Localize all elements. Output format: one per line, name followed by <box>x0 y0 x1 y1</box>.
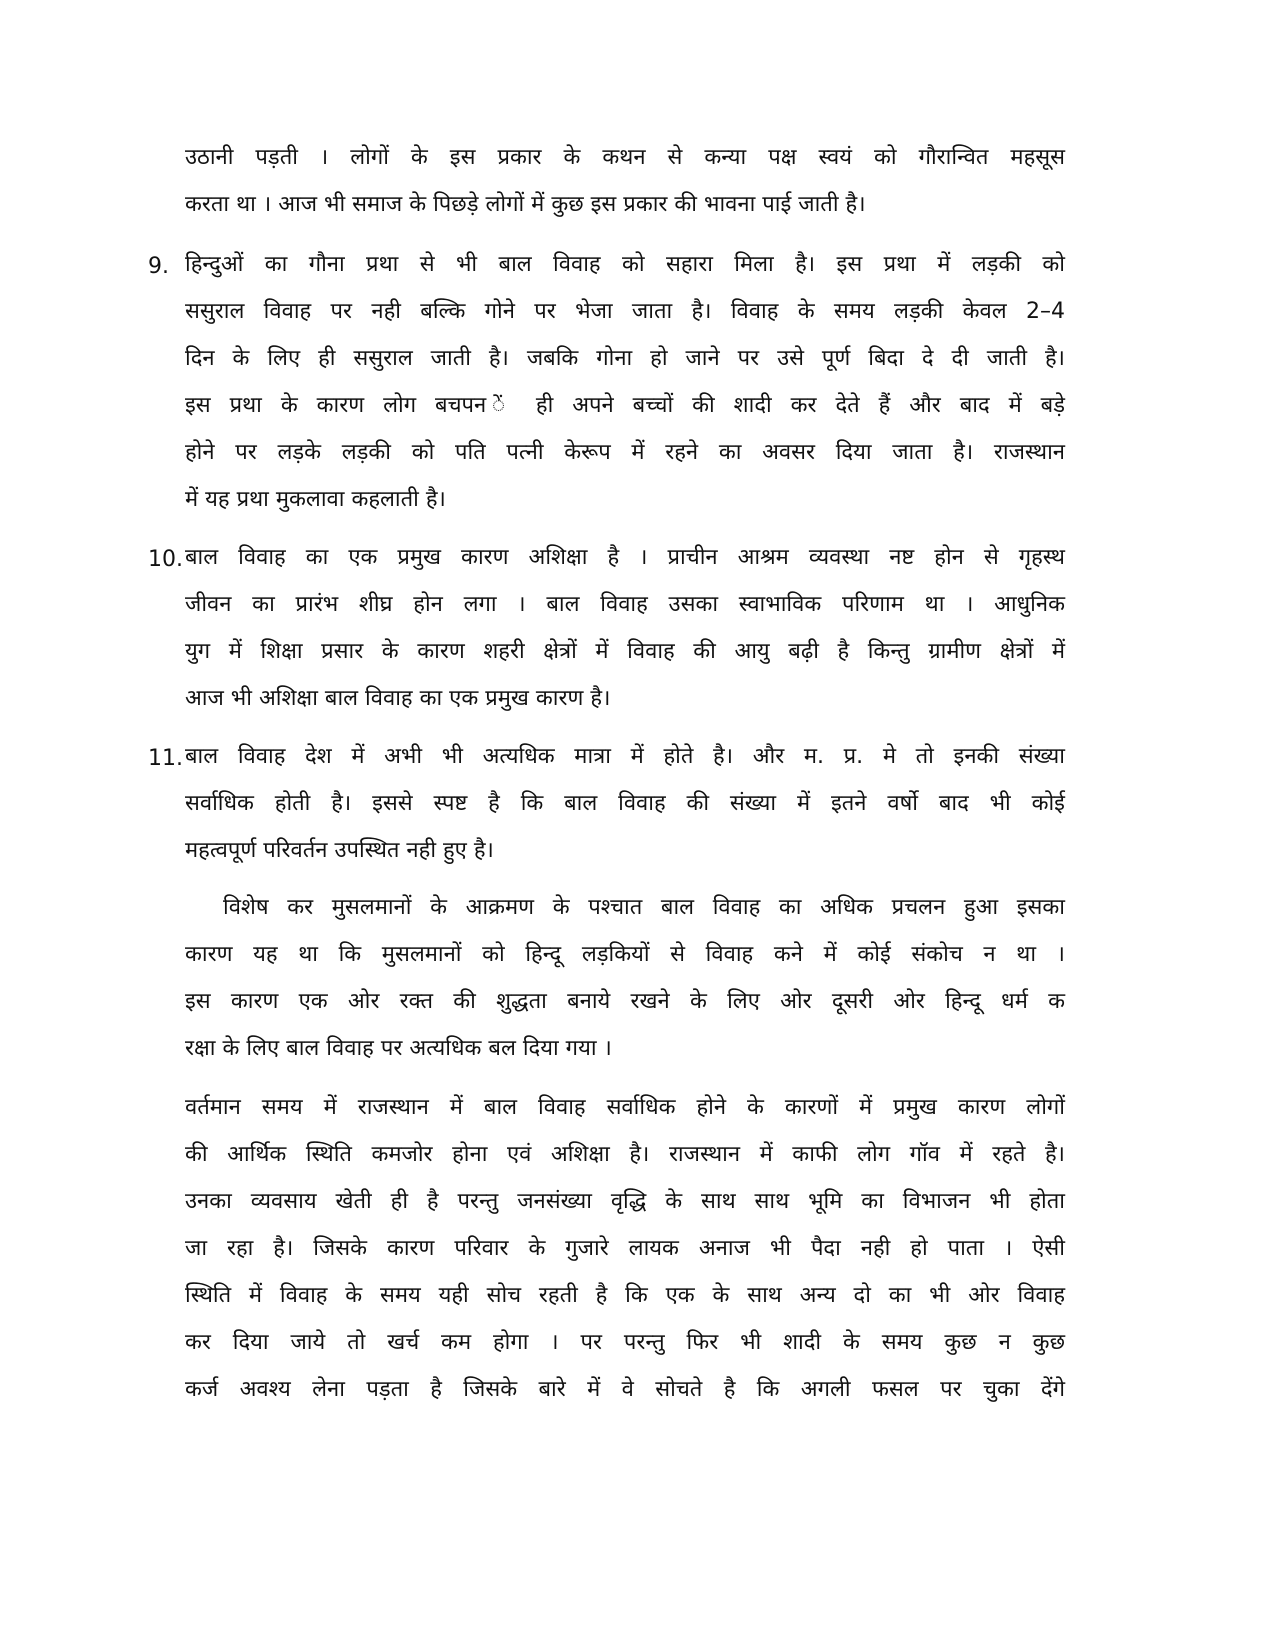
text-line: कर्ज अवश्य लेना पड़ता है जिसके बारे में वे सोचते है कि अगली फसल पर चुका देंगे <box>185 1377 1065 1402</box>
text-line: की आर्थिक स्थिति कमजोर होना एवं अशिक्षा है। राजस्थान में काफी लोग गॉव में रहते है। <box>185 1142 1065 1167</box>
text-line: कारण यह था कि मुसलमानों को हिन्दू लड़कियों से विवाह कने में कोई संकोच न था । <box>185 942 1065 967</box>
text-line: इस कारण एक ओर रक्त की शुद्धता बनाये रखने के लिए ओर दूसरी ओर हिन्दू धर्म क <box>185 989 1065 1014</box>
text-line: विशेष कर मुसलमानों के आक्रमण के पश्चात बाल विवाह का अधिक प्रचलन हुआ इसका <box>223 895 1065 920</box>
text-line: करता था । आज भी समाज के पिछड़े लोगों में कुछ इस प्रकार की भावना पाई जाती है। <box>185 192 866 217</box>
text-line: होने पर लड़के लड़की को पति पत्नी केरूप में रहने का अवसर दिया जाता है। राजस्थान <box>185 440 1065 465</box>
text-line: युग में शिक्षा प्रसार के कारण शहरी क्षेत्रों में विवाह की आयु बढ़ी है किन्तु ग्रामीण क्षेत्रों में <box>185 639 1065 664</box>
text-line: बाल विवाह का एक प्रमुख कारण अशिक्षा है । प्राचीन आश्रम व्यवस्था नष्ट होन से गृहस्थ <box>185 545 1065 570</box>
text-line: कर दिया जाये तो खर्च कम होगा । पर परन्तु फिर भी शादी के समय कुछ न कुछ <box>185 1330 1065 1355</box>
text-line: हिन्दुओं का गौना प्रथा से भी बाल विवाह को सहारा मिला है। इस प्रथा में लड़की को <box>185 252 1065 277</box>
text-line: उठानी पड़ती । लोगों के इस प्रकार के कथन से कन्या पक्ष स्वयं को गौरान्वित महसूस <box>185 145 1065 170</box>
text-line: बाल विवाह देश में अभी भी अत्यधिक मात्रा में होते है। और म. प्र. मे तो इनकी संख्या <box>185 744 1065 769</box>
text-line: इस प्रथा के कारण लोग बचपन ें ही अपने बच्चों की शादी कर देते हैं और बाद में बड़े <box>185 393 1065 418</box>
text-line: स्थिति में विवाह के समय यही सोच रहती है कि एक के साथ अन्य दो का भी ओर विवाह <box>185 1283 1065 1308</box>
text-line: रक्षा के लिए बाल विवाह पर अत्यधिक बल दिया गया । <box>185 1036 612 1061</box>
text-line: सर्वाधिक होती है। इससे स्पष्ट है कि बाल विवाह की संख्या में इतने वर्षो बाद भी कोई <box>185 791 1065 816</box>
text-line: महत्वपूर्ण परिवर्तन उपस्थित नही हुए है। <box>185 838 494 863</box>
text-line: उनका व्यवसाय खेती ही है परन्तु जनसंख्या वृद्धि के साथ साथ भूमि का विभाजन भी होता <box>185 1189 1065 1214</box>
text-line: में यह प्रथा मुकलावा कहलाती है। <box>185 487 446 512</box>
list-number: 11. <box>148 746 183 771</box>
list-number: 10. <box>148 547 183 572</box>
text-line: दिन के लिए ही ससुराल जाती है। जबकि गोना हो जाने पर उसे पूर्ण बिदा दे दी जाती है। <box>185 346 1065 371</box>
text-line: जा रहा है। जिसके कारण परिवार के गुजारे लायक अनाज भी पैदा नही हो पाता । ऐसी <box>185 1236 1065 1261</box>
text-line: जीवन का प्रारंभ शीघ्र होन लगा । बाल विवाह उसका स्वाभाविक परिणाम था । आधुनिक <box>185 592 1065 617</box>
list-number: 9. <box>148 254 169 279</box>
text-line: आज भी अशिक्षा बाल विवाह का एक प्रमुख कारण है। <box>185 686 611 711</box>
text-line: ससुराल विवाह पर नही बल्कि गोने पर भेजा जाता है। विवाह के समय लड़की केवल 2–4 <box>185 299 1065 324</box>
text-line: वर्तमान समय में राजस्थान में बाल विवाह सर्वाधिक होने के कारणों में प्रमुख कारण लोगों <box>185 1095 1065 1120</box>
